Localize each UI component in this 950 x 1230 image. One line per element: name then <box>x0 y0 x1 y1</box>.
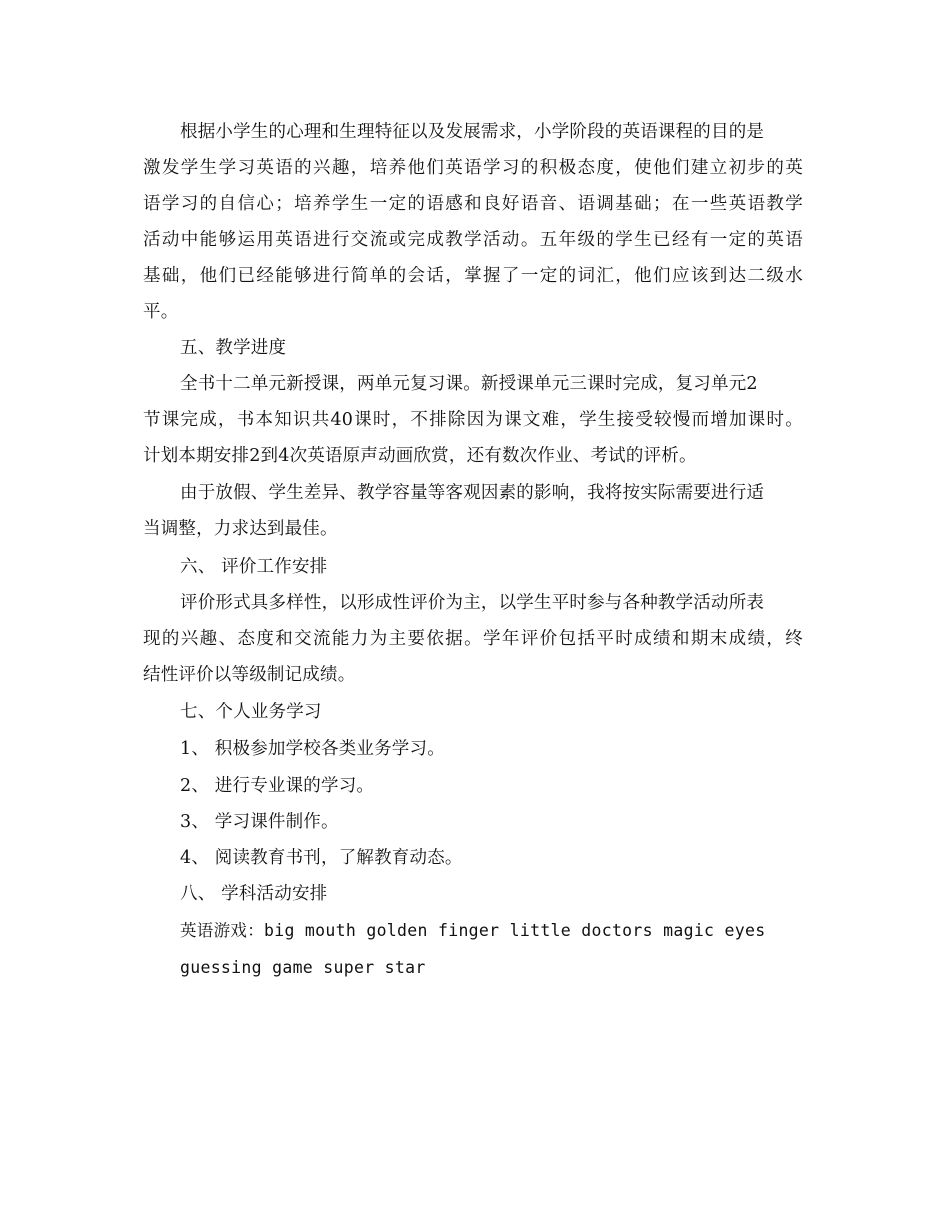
paragraph-line: 现的兴趣、态度和交流能力为主要依据。学年评价包括平时成绩和期末成绩，终 <box>143 629 803 649</box>
section-heading: 六、 评价工作安排 <box>180 557 328 577</box>
list-item: 1、 积极参加学校各类业务学习。 <box>180 739 445 759</box>
paragraph-line: 根据小学生的心理和生理特征以及发展需求，小学阶段的英语课程的目的是 <box>180 122 765 142</box>
paragraph-line: 基础，他们已经能够进行简单的会话，掌握了一定的词汇，他们应该到达二级水 <box>143 266 803 286</box>
paragraph-line: 评价形式具多样性，以形成性评价为主，以学生平时参与各种教学活动所表 <box>180 593 765 613</box>
games-line: guessing game super star <box>180 958 426 977</box>
paragraph-line: 节课完成，书本知识共40课时，不排除因为课文难，学生接受较慢而增加课时。 <box>143 410 803 430</box>
paragraph-line: 平。 <box>143 302 179 322</box>
paragraph-line: 由于放假、学生差异、教学容量等客观因素的影响，我将按实际需要进行适 <box>180 483 765 503</box>
section-heading: 八、 学科活动安排 <box>180 884 328 904</box>
paragraph-line: 计划本期安排2到4次英语原声动画欣赏，还有数次作业、考试的评析。 <box>143 446 697 466</box>
section-heading: 五、教学进度 <box>180 338 287 358</box>
paragraph-line: 结性评价以等级制记成绩。 <box>143 665 356 685</box>
paragraph-line: 活动中能够运用英语进行交流或完成教学活动。五年级的学生已经有一定的英语 <box>143 230 803 250</box>
paragraph-line: 语学习的自信心；培养学生一定的语感和良好语音、语调基础；在一些英语教学 <box>143 194 803 214</box>
paragraph-line: 全书十二单元新授课，两单元复习课。新授课单元三课时完成，复习单元2 <box>180 374 758 394</box>
section-heading: 七、个人业务学习 <box>180 702 322 722</box>
paragraph-line: 当调整，力求达到最佳。 <box>143 519 338 539</box>
list-item: 3、 学习课件制作。 <box>180 812 339 832</box>
paragraph-line: 激发学生学习英语的兴趣，培养他们英语学习的积极态度，使他们建立初步的英 <box>143 158 803 178</box>
list-item: 2、 进行专业课的学习。 <box>180 776 375 796</box>
list-item: 4、 阅读教育书刊，了解教育动态。 <box>180 848 463 868</box>
games-line: 英语游戏：big mouth golden finger little doctors magic eyes <box>180 921 766 940</box>
